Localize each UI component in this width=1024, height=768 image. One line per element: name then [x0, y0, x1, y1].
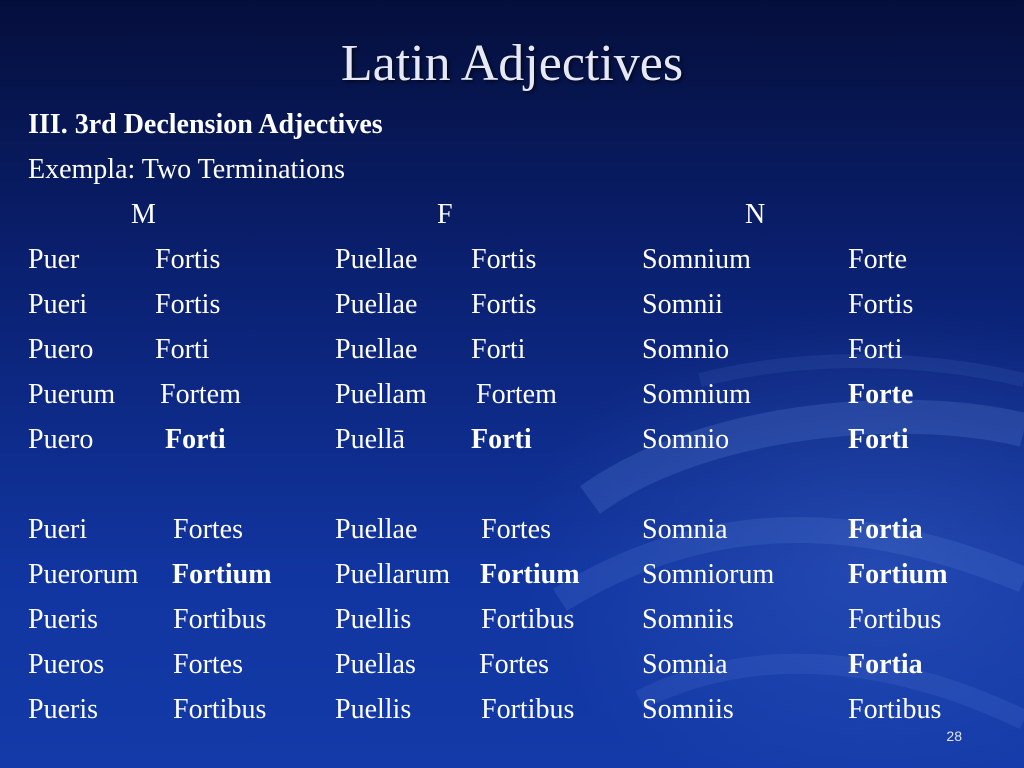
- gender-label-feminine: F: [437, 199, 453, 230]
- m-adjective: Forti: [165, 424, 226, 455]
- f-noun: Puellā: [335, 424, 405, 455]
- n-noun: Somnium: [642, 244, 751, 275]
- n-adjective: Fortis: [848, 289, 914, 320]
- m-adjective: Fortes: [173, 649, 243, 680]
- f-adjective: Fortis: [471, 244, 537, 275]
- m-adjective: Fortium: [172, 559, 272, 590]
- m-noun: Pueris: [28, 604, 98, 635]
- m-adjective: Fortibus: [173, 604, 267, 635]
- m-adjective: Fortis: [155, 244, 221, 275]
- n-noun: Somniorum: [642, 559, 775, 590]
- m-noun: Puerorum: [28, 559, 139, 590]
- examples-subheading: Exempla: Two Terminations: [28, 154, 345, 185]
- gender-label-masculine: M: [131, 199, 156, 230]
- f-noun: Puellae: [335, 334, 418, 365]
- f-noun: Puellarum: [335, 559, 451, 590]
- n-adjective: Fortibus: [848, 694, 942, 725]
- f-adjective: Fortis: [471, 289, 537, 320]
- n-noun: Somnii: [642, 289, 723, 320]
- f-noun: Puellae: [335, 244, 418, 275]
- section-heading: III. 3rd Declension Adjectives: [28, 109, 383, 140]
- m-adjective: Fortibus: [173, 694, 267, 725]
- m-noun: Puero: [28, 334, 94, 365]
- n-noun: Somniis: [642, 604, 734, 635]
- m-noun: Puerum: [28, 379, 116, 410]
- f-noun: Puellis: [335, 604, 412, 635]
- f-noun: Puellas: [335, 649, 416, 680]
- m-adjective: Forti: [155, 334, 210, 365]
- n-noun: Somnio: [642, 424, 730, 455]
- n-noun: Somnia: [642, 514, 728, 545]
- m-noun: Pueris: [28, 694, 98, 725]
- gender-label-neuter: N: [745, 199, 766, 230]
- f-adjective: Forti: [471, 424, 532, 455]
- f-adjective: Fortium: [480, 559, 580, 590]
- m-noun: Pueri: [28, 289, 88, 320]
- m-adjective: Fortem: [160, 379, 241, 410]
- n-adjective: Fortia: [848, 514, 923, 545]
- f-adjective: Fortes: [481, 514, 551, 545]
- n-adjective: Forte: [848, 379, 914, 410]
- f-adjective: Forti: [471, 334, 526, 365]
- f-adjective: Fortibus: [481, 604, 575, 635]
- n-adjective: Fortibus: [848, 604, 942, 635]
- n-adjective: Forti: [848, 334, 903, 365]
- m-adjective: Fortes: [173, 514, 243, 545]
- slide-number: 28: [946, 728, 962, 744]
- n-noun: Somnia: [642, 649, 728, 680]
- n-noun: Somniis: [642, 694, 734, 725]
- slide-title: Latin Adjectives: [340, 35, 684, 92]
- n-adjective: Forti: [848, 424, 909, 455]
- m-noun: Puer: [28, 244, 80, 275]
- f-noun: Puellae: [335, 514, 418, 545]
- f-adjective: Fortibus: [481, 694, 575, 725]
- n-noun: Somnio: [642, 334, 730, 365]
- n-adjective: Fortia: [848, 649, 923, 680]
- m-noun: Puero: [28, 424, 94, 455]
- m-adjective: Fortis: [155, 289, 221, 320]
- f-noun: Puellam: [335, 379, 427, 410]
- f-noun: Puellae: [335, 289, 418, 320]
- n-adjective: Forte: [848, 244, 908, 275]
- n-adjective: Fortium: [848, 559, 948, 590]
- m-noun: Pueri: [28, 514, 88, 545]
- f-noun: Puellis: [335, 694, 412, 725]
- m-noun: Pueros: [28, 649, 105, 680]
- n-noun: Somnium: [642, 379, 751, 410]
- f-adjective: Fortes: [479, 649, 549, 680]
- f-adjective: Fortem: [476, 379, 557, 410]
